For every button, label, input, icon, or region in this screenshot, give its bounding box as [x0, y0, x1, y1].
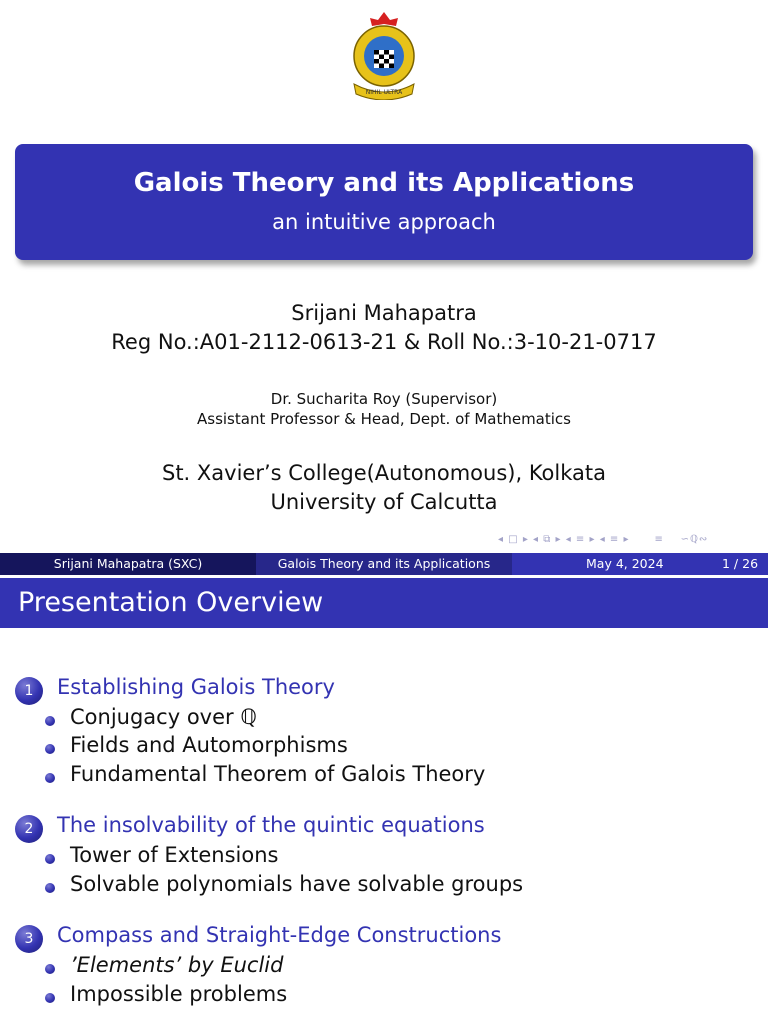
footer-page-number: 1 / 26	[722, 556, 759, 571]
supervisor-position: Assistant Professor & Head, Dept. of Mathematics	[197, 410, 571, 428]
bullet-icon	[45, 716, 55, 726]
footer-title: Galois Theory and its Applications	[256, 553, 512, 575]
frame-title: Presentation Overview	[0, 578, 768, 628]
footer-author: Srijani Mahapatra (SXC)	[0, 553, 256, 575]
bullet-icon	[45, 773, 55, 783]
college-logo	[346, 10, 422, 100]
section-number-badge: 3	[15, 925, 43, 953]
section-title: The insolvability of the quintic equations	[57, 813, 485, 837]
footer-date: May 4, 2024	[586, 556, 664, 571]
bullet-icon	[45, 854, 55, 864]
university-name: University of Calcutta	[270, 490, 498, 514]
section-number-badge: 2	[15, 815, 43, 843]
section-title: Compass and Straight-Edge Constructions	[57, 923, 502, 947]
bullet-icon	[45, 883, 55, 893]
author-name: Srijani Mahapatra	[291, 301, 477, 325]
supervisor-name: Dr. Sucharita Roy (Supervisor)	[270, 390, 498, 408]
title-block	[15, 144, 753, 260]
registration-info: Reg No.:A01-2112-0613-21 & Roll No.:3-10-21-0717	[111, 330, 657, 354]
section-number-badge: 1	[15, 677, 43, 705]
bullet-icon	[45, 993, 55, 1003]
svg-text:NIHIL ULTRA: NIHIL ULTRA	[365, 89, 403, 96]
beamer-navigation-icons[interactable]: ◂ □ ▸ ◂ ⧉ ▸ ◂ ≡ ▸ ◂ ≡ ▸ ≡ ∽ℚ∾	[498, 534, 709, 545]
section-title: Establishing Galois Theory	[57, 675, 335, 699]
presentation-title: Galois Theory and its Applications	[133, 168, 635, 198]
bullet-icon	[45, 744, 55, 754]
footer-info	[512, 553, 768, 575]
institute-name: St. Xavier’s College(Autonomous), Kolkata	[161, 461, 606, 485]
presentation-subtitle: an intuitive approach	[272, 210, 496, 234]
slide-footer	[0, 553, 768, 575]
bullet-icon	[45, 964, 55, 974]
